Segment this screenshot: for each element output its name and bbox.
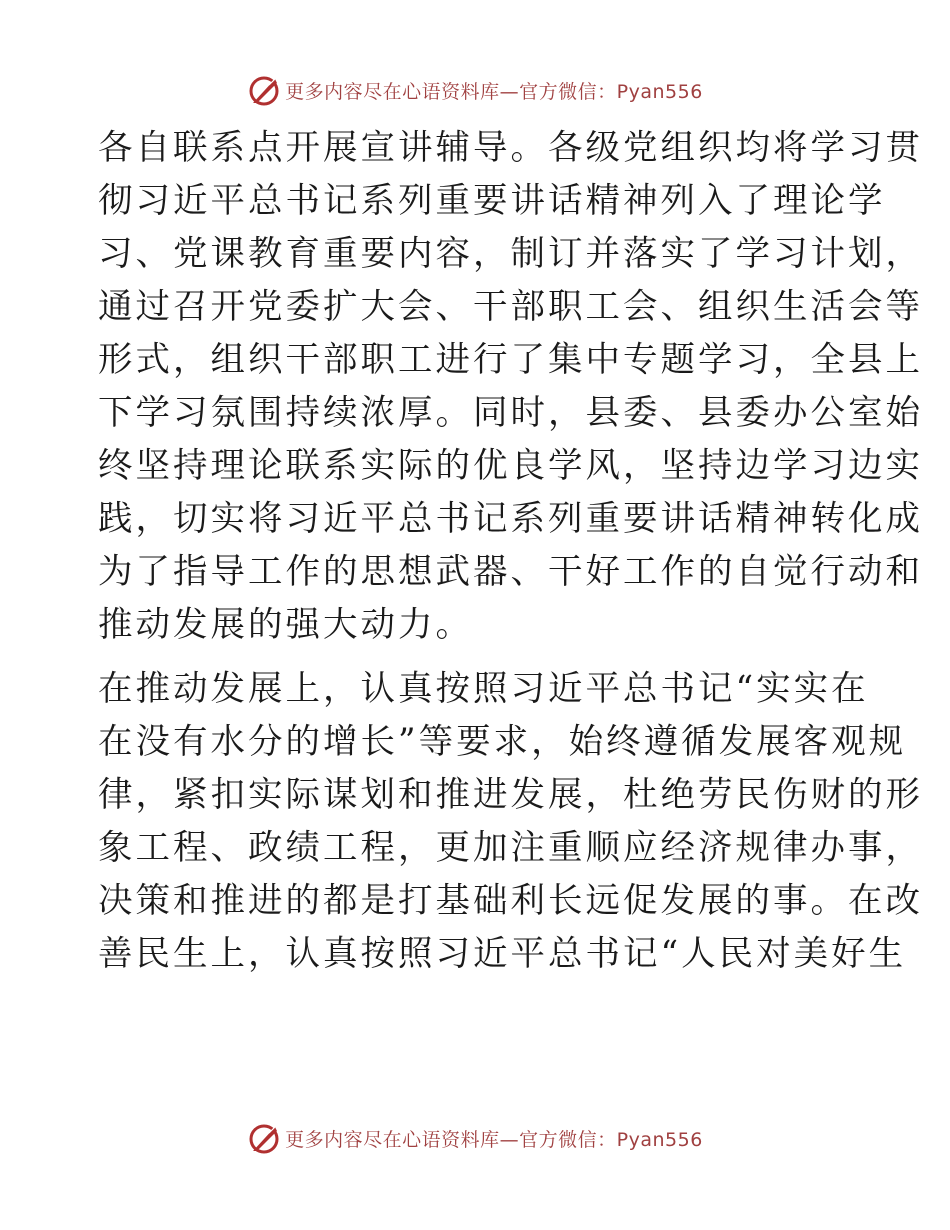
text-line: 践，切实将习近平总书记系列重要讲话精神转化成 [98,499,923,539]
quill-logo-icon [247,73,281,107]
text-line: 通过召开党委扩大会、干部职工会、组织生活会等 [98,287,923,327]
header-banner [0,70,950,110]
text-line: 推动发展的强大动力。 [98,605,473,645]
text-line: 为了指导工作的思想武器、干好工作的自觉行动和 [98,552,923,592]
text-line: 形式，组织干部职工进行了集中专题学习，全县上 [98,340,923,380]
text-line: 各自联系点开展宣讲辅导。各级党组织均将学习贯 [98,128,923,168]
quill-logo-icon [247,1121,281,1155]
text-line: 在推动发展上，认真按照习近平总书记“实实在 [98,669,869,709]
text-line: 决策和推进的都是打基础利长远促发展的事。在改 [98,881,923,921]
text-line: 律，紧扣实际谋划和推进发展，杜绝劳民伤财的形 [98,775,923,815]
text-line: 彻习近平总书记系列重要讲话精神列入了理论学 [98,181,886,221]
paragraph-2 [98,663,923,981]
text-line: 习、党课教育重要内容，制订并落实了学习计划， [98,234,923,274]
footer-banner [0,1118,950,1158]
paragraph-1 [98,122,923,652]
text-line: 象工程、政绩工程，更加注重顺应经济规律办事， [98,828,923,868]
text-line: 善民生上，认真按照习近平总书记“人民对美好生 [98,934,907,974]
footer-banner-text: 更多内容尽在心语资料库—官方微信：Pyan556 [285,1128,703,1151]
document-body [98,122,923,981]
paragraph-gap [98,652,858,663]
text-line: 终坚持理论联系实际的优良学风，坚持边学习边实 [98,446,923,486]
text-line: 下学习氛围持续浓厚。同时，县委、县委办公室始 [98,393,923,433]
header-banner-text: 更多内容尽在心语资料库—官方微信：Pyan556 [285,80,703,103]
text-line: 在没有水分的增长”等要求，始终遵循发展客观规 [98,722,907,762]
